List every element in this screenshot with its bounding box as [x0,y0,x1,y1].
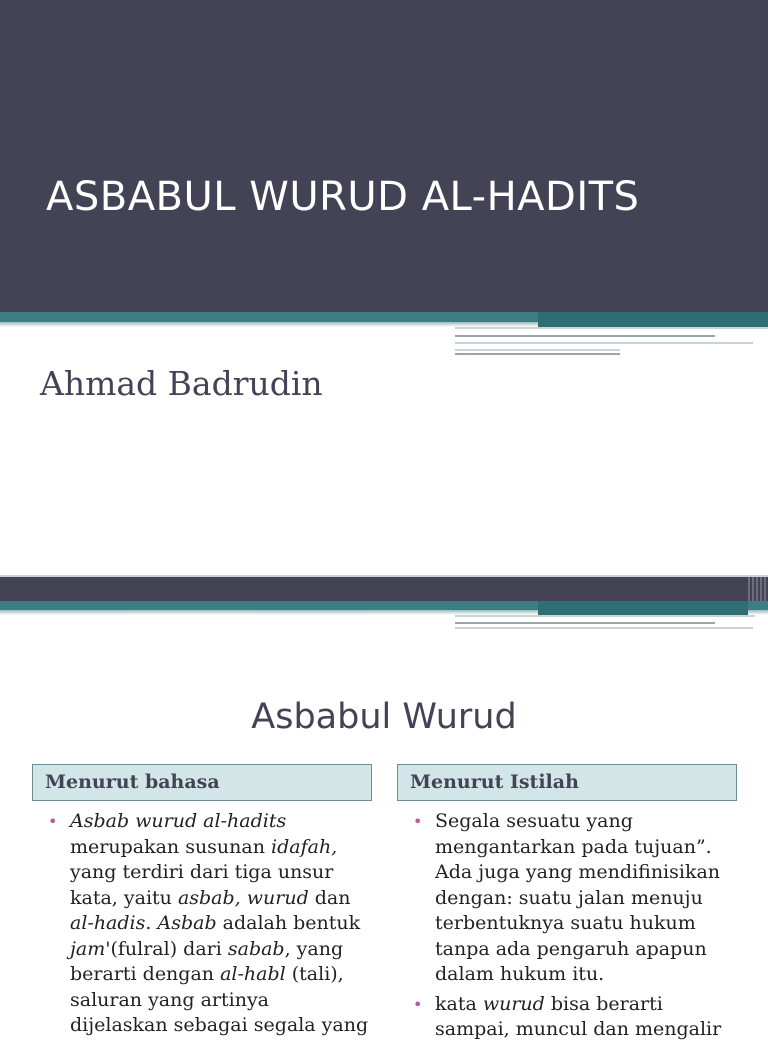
deco-line [455,335,715,337]
bullet-marker: • [413,994,423,1014]
deco-line [620,344,755,346]
band-edge-texture [748,577,768,601]
text-run: bisa berarti sampai, muncul dan mengalir [435,992,722,1040]
text-run: . [145,912,158,934]
deco-line [455,353,620,355]
text-run: dan [308,886,351,909]
italic-term: jam' [70,937,111,960]
text-run: Segala sesuatu yang mengantarkan pada tujuan”. Ada juga yang mendifinisikan dengan: suatu jalan menuju terbentuknya suatu hukum tanpa ada pengaruh apapun dalam hukum itu. [435,810,721,985]
text-run: (fulral) dari [110,937,228,960]
italic-term: al-habl [220,963,286,985]
bullet-item [411,809,737,988]
bullet-list [32,809,372,1039]
column-header: Menurut bahasa [32,764,372,801]
text-run: yang terdiri dari tiga unsur kata, yaitu [70,861,334,909]
deco-line [540,331,710,333]
column-header: Menurut Istilah [397,764,737,801]
italic-term: asbab, wurud [177,886,309,909]
text-run: , yang berarti dengan [70,937,344,985]
bullet-marker: • [413,812,423,831]
italic-term: Asbab wurud al-hadits [70,810,287,832]
deco-line [540,618,710,620]
text-run: (tali), saluran yang artinya dijelaskan sebagai segala yang [70,963,369,1036]
deco-line [455,615,755,617]
deco-line [620,629,755,631]
title-band [0,0,768,312]
deco-line [455,622,715,624]
bullet-item [46,809,372,1039]
text-run: kata [435,992,483,1015]
column-bahasa [32,764,372,1043]
italic-term: wurud [482,992,545,1015]
text-run: adalah bentuk [216,912,361,934]
top-band [0,577,768,601]
bullet-marker: • [48,812,58,831]
slide-heading: Asbabul Wurud [251,697,517,737]
bullet-item [411,992,737,1043]
italic-term: Asbab [157,912,217,934]
author-name: Ahmad Badrudin [40,364,323,403]
column-istilah [397,764,737,1047]
accent-block [538,601,748,615]
presentation-title: ASBABUL WURUD AL-HADITS [46,174,640,220]
bullet-list [397,809,737,1043]
deco-line [455,349,620,351]
italic-term: idafah, [271,835,338,858]
italic-term: sabab [227,937,285,960]
deco-line [455,327,768,329]
italic-term: al-hadis [70,912,146,934]
text-run: merupakan susunan [70,835,272,858]
content-slide [0,577,768,1040]
accent-block [538,312,768,327]
